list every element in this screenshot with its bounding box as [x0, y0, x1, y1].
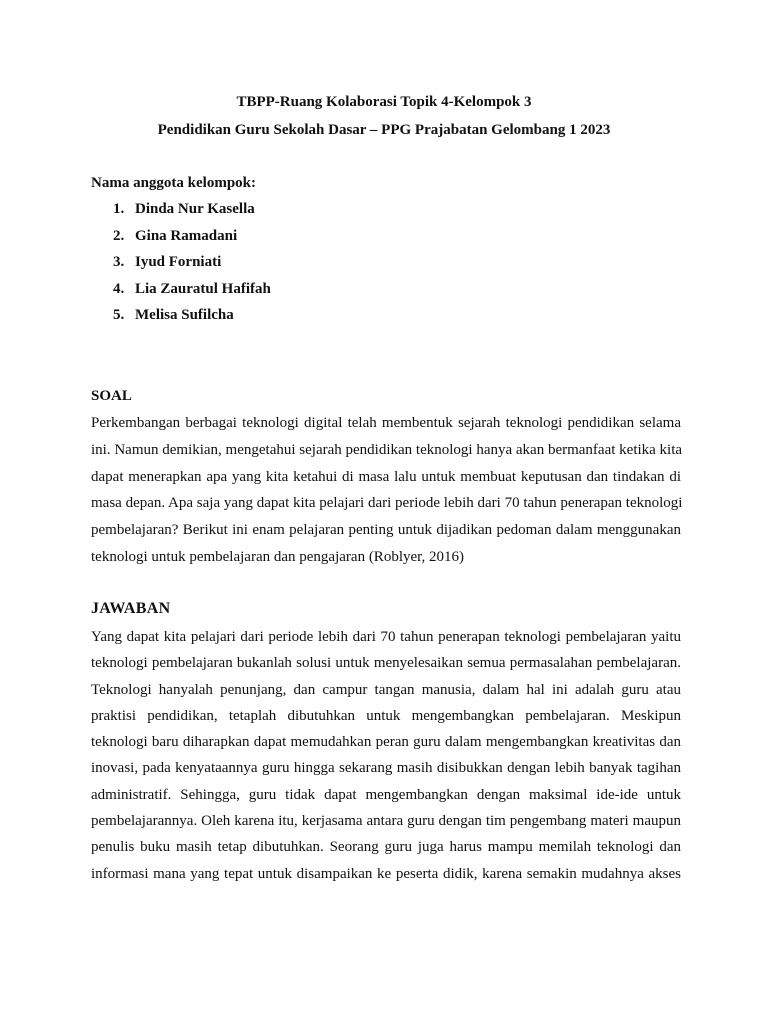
paragraph-line: pembelajarannya. Oleh karena itu, kerjasama antara guru dengan tim pengembang materi maupun — [91, 813, 681, 830]
members-list — [113, 200, 271, 333]
soal-heading: SOAL — [91, 388, 132, 404]
document-subtitle: Pendidikan Guru Sekolah Dasar – PPG Prajabatan Gelombang 1 2023 — [157, 122, 611, 138]
paragraph-line: informasi mana yang tepat untuk disampaikan ke peserta didik, karena semakin mudahnya akses — [91, 865, 681, 882]
paragraph-line: ini. Namun demikian, mengetahui sejarah pendidikan teknologi hanya akan bermanfaat ketika kita — [91, 441, 683, 458]
paragraph-line: penulis buku masih tetap dibutuhkan. Seorang guru juga harus mampu memilah teknologi dan — [91, 839, 681, 856]
list-item — [113, 280, 271, 307]
list-item — [113, 306, 271, 333]
list-number: 3. — [113, 254, 125, 270]
paragraph-line: pembelajaran? Berikut ini enam pelajaran penting untuk dijadikan pedoman dalam menggunakan — [91, 522, 681, 539]
members-heading: Nama anggota kelompok: — [91, 175, 257, 191]
jawaban-heading: JAWABAN — [91, 600, 171, 617]
document-title: TBPP-Ruang Kolaborasi Topik 4-Kelompok 3 — [236, 94, 532, 110]
paragraph-line: administratif. Sehingga, guru tidak dapat mengembangkan dengan maksimal ide-ide untuk — [91, 786, 681, 803]
jawaban-paragraph — [91, 628, 681, 891]
paragraph-line: inovasi, pada kenyataannya guru hingga sekarang masih disibukkan dengan lebih banyak tagihan — [91, 760, 681, 777]
paragraph-line: teknologi untuk pembelajaran dan pengajaran (Roblyer, 2016) — [91, 548, 465, 565]
member-name: Iyud Forniati — [135, 254, 222, 270]
paragraph-line: Perkembangan berbagai teknologi digital telah membentuk sejarah teknologi pendidikan selama — [91, 415, 681, 431]
list-number: 5. — [113, 307, 125, 323]
paragraph-line: teknologi baru diharapkan dapat memudahkan peran guru dalam mengembangkan kreativitas dan — [91, 734, 681, 751]
paragraph-line: dapat menerapkan apa yang kita ketahui di masa lalu untuk membuat keputusan dan tindakan di — [91, 468, 681, 485]
soal-paragraph — [91, 414, 681, 575]
paragraph-line: Yang dapat kita pelajari dari periode lebih dari 70 tahun penerapan teknologi pembelajaran yaitu — [91, 629, 681, 645]
list-number: 1. — [113, 201, 125, 217]
member-name: Lia Zauratul Hafifah — [135, 280, 271, 297]
paragraph-line: praktisi pendidikan, tetaplah dibutuhkan untuk mengembangkan pembelajaran. Meskipun — [91, 707, 681, 724]
paragraph-line: masa depan. Apa saja yang dapat kita pelajari dari periode lebih dari 70 tahun penerapan teknologi — [91, 495, 683, 512]
member-name: Melisa Sufilcha — [135, 307, 234, 323]
paragraph-line: Teknologi hanyalah penunjang, dan campur tangan manusia, dalam hal ini adalah guru atau — [91, 681, 681, 698]
list-number: 2. — [113, 227, 125, 244]
list-item — [113, 253, 271, 280]
member-name: Gina Ramadani — [135, 227, 238, 244]
list-number: 4. — [113, 280, 125, 297]
list-item — [113, 200, 271, 227]
list-item — [113, 227, 271, 254]
member-name: Dinda Nur Kasella — [135, 201, 255, 217]
paragraph-line: teknologi pembelajaran bukanlah solusi untuk menyelesaikan semua permasalahan pembelajaran. — [91, 655, 681, 672]
